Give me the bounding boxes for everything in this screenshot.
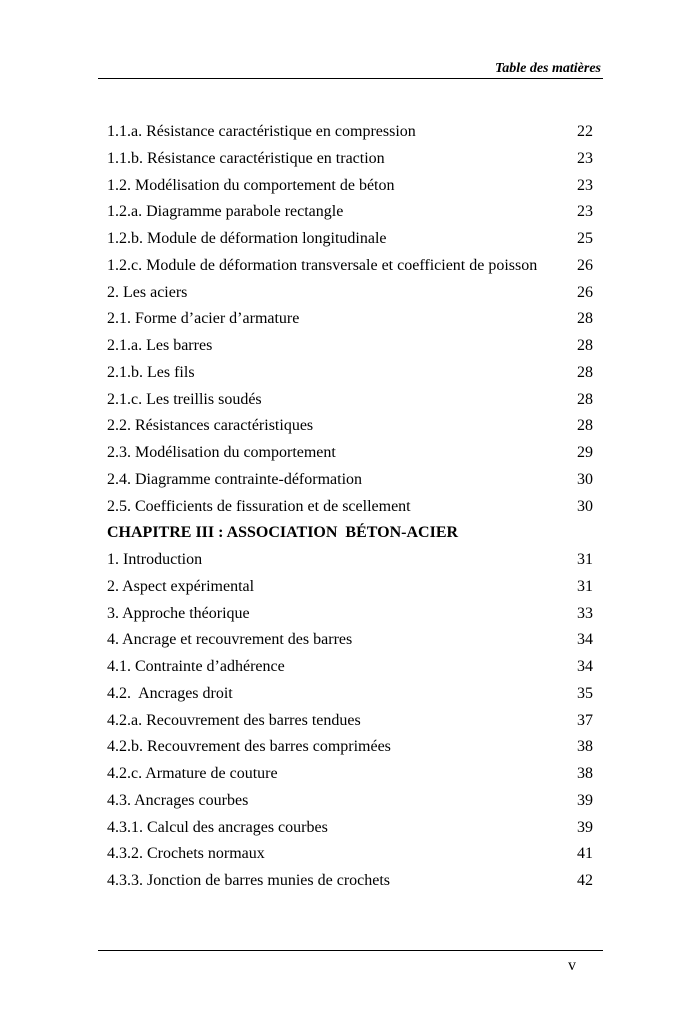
toc-entry-label: 2.1.b. Les fils — [107, 363, 195, 381]
toc-entry-label: 1.2. Modélisation du comportement de béton — [107, 176, 395, 194]
toc-entry — [107, 200, 593, 224]
toc-entry — [107, 869, 593, 893]
toc-entry-page: 28 — [577, 417, 593, 435]
toc-entry — [107, 602, 593, 626]
toc-entry-label: 1.1.a. Résistance caractéristique en compression — [107, 123, 416, 140]
header-rule — [98, 78, 603, 79]
toc-entry — [107, 655, 593, 679]
toc-entry-page: 30 — [577, 470, 593, 488]
toc-entry-page: 35 — [577, 684, 593, 702]
toc-entry — [107, 575, 593, 599]
toc-entry-label: 2. Les aciers — [107, 283, 188, 301]
toc-entry-page: 28 — [577, 390, 593, 408]
toc-entry-page: 29 — [577, 444, 593, 461]
toc-entry — [107, 842, 593, 866]
toc-chapter-heading — [107, 521, 593, 545]
toc-entry-page: 38 — [577, 738, 593, 756]
toc-entry-page: 34 — [577, 658, 593, 675]
toc-entry — [107, 762, 593, 786]
toc-entry-label: 3. Approche théorique — [107, 604, 250, 622]
toc-entry-label: 2.4. Diagramme contrainte-déformation — [107, 470, 363, 488]
toc-entry-label: CHAPITRE III : ASSOCIATION BÉTON-ACIER — [107, 524, 459, 542]
toc-entry-label: 4.2. Ancrages droit — [107, 684, 233, 702]
toc-entry — [107, 816, 593, 840]
toc-entry-page: 22 — [577, 123, 593, 140]
toc-entry — [107, 709, 593, 733]
page-number: v — [568, 957, 576, 974]
toc-entry-page: 39 — [577, 818, 593, 836]
toc-entry — [107, 307, 593, 331]
toc-entry — [107, 548, 593, 572]
toc-entry-label: 2.2. Résistances caractéristiques — [107, 417, 314, 435]
toc-entry-page: 39 — [577, 791, 593, 809]
toc-entry-label: 1.1.b. Résistance caractéristique en traction — [107, 149, 385, 167]
toc-entry — [107, 174, 593, 198]
toc-entry-label: 1.2.c. Module de déformation transversale et coefficient de poisson — [107, 256, 538, 274]
toc-entry — [107, 441, 593, 465]
running-header-title: Table des matières — [494, 61, 601, 76]
toc-entry-page: 26 — [577, 256, 593, 274]
toc-entry — [107, 147, 593, 171]
toc-entry-page: 25 — [577, 230, 593, 247]
toc-entry-label: 2.5. Coefficients de fissuration et de scellement — [107, 497, 411, 515]
toc-entry-page: 30 — [577, 497, 593, 515]
toc-entry-page: 42 — [577, 872, 593, 889]
toc-entry-page: 28 — [577, 337, 593, 354]
toc-entry-page: 37 — [577, 711, 593, 729]
toc-entry-label: 2.1.a. Les barres — [107, 337, 213, 354]
toc-entry-page: 28 — [577, 363, 593, 381]
toc-entry-page: 23 — [577, 176, 593, 194]
toc-entry — [107, 414, 593, 438]
toc-entry-label: 2. Aspect expérimental — [107, 577, 255, 595]
toc-entry-label: 4.2.a. Recouvrement des barres tendues — [107, 711, 361, 729]
toc-entry — [107, 120, 593, 144]
toc-entry-label: 4.3.1. Calcul des ancrages courbes — [107, 818, 328, 836]
toc-entry-label: 4. Ancrage et recouvrement des barres — [107, 631, 353, 649]
toc-entry-label: 4.2.b. Recouvrement des barres comprimées — [107, 738, 391, 756]
toc-entry-page: 31 — [577, 551, 593, 568]
toc-entry — [107, 468, 593, 492]
toc-entry-label: 2.1.c. Les treillis soudés — [107, 390, 262, 408]
toc-entry-label: 1.2.b. Module de déformation longitudinale — [107, 230, 387, 247]
toc-entry-page: 31 — [577, 577, 593, 595]
toc-entry-label: 4.3. Ancrages courbes — [107, 791, 249, 809]
toc-entry — [107, 361, 593, 385]
toc-entry-label: 4.3.3. Jonction de barres munies de crochets — [107, 872, 391, 889]
toc-entry-label: 2.1. Forme d’acier d’armature — [107, 310, 300, 328]
toc-entry-label: 4.1. Contrainte d’adhérence — [107, 658, 285, 675]
toc-entry-page: 33 — [577, 604, 593, 622]
footer-rule — [98, 950, 603, 951]
toc-entry-page: 38 — [577, 765, 593, 782]
toc-entry — [107, 227, 593, 251]
toc-entry — [107, 628, 593, 652]
toc-entry — [107, 254, 593, 278]
toc-entry — [107, 735, 593, 759]
toc-entry — [107, 682, 593, 706]
toc-entry-label: 1.2.a. Diagramme parabole rectangle — [107, 203, 344, 221]
toc-entry-label: 2.3. Modélisation du comportement — [107, 444, 336, 461]
toc-entry-page: 23 — [577, 203, 593, 221]
toc-entry — [107, 388, 593, 412]
toc-entry-label: 4.3.2. Crochets normaux — [107, 845, 265, 863]
toc-entry-label: 4.2.c. Armature de couture — [107, 765, 278, 782]
toc-entry-page: 28 — [577, 310, 593, 328]
toc-entry — [107, 281, 593, 305]
toc-entry-page: 41 — [577, 845, 593, 863]
toc-entry-label: 1. Introduction — [107, 551, 203, 568]
toc-entry — [107, 334, 593, 358]
toc-entry-page: 34 — [577, 631, 593, 649]
toc-entry-page: 23 — [577, 149, 593, 167]
toc-entry-page: 26 — [577, 283, 593, 301]
toc-entry — [107, 495, 593, 519]
toc-entry — [107, 789, 593, 813]
